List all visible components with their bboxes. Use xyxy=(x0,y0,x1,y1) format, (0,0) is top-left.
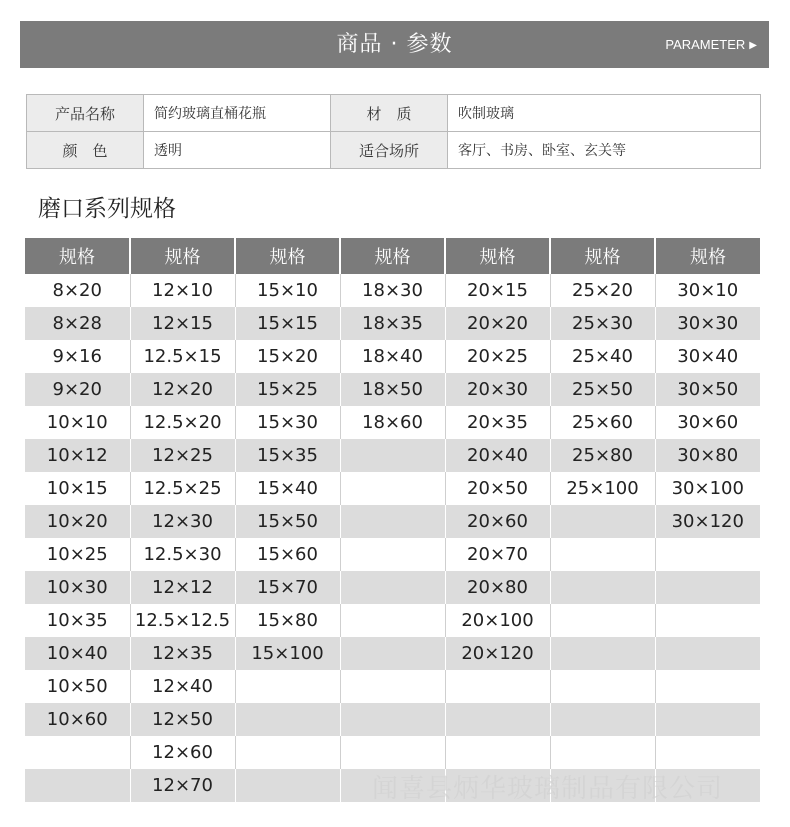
spec-cell: 15×40 xyxy=(235,472,340,505)
param-label: 产品名称 xyxy=(27,95,144,132)
spec-cell: 20×25 xyxy=(445,340,550,373)
spec-cell: 12×50 xyxy=(130,703,235,736)
spec-cell: 12×25 xyxy=(130,439,235,472)
spec-cell: 25×40 xyxy=(550,340,655,373)
spec-cell: 20×120 xyxy=(445,637,550,670)
spec-cell xyxy=(655,670,760,703)
spec-column-header: 规格 xyxy=(25,238,130,274)
spec-cell: 20×15 xyxy=(445,274,550,307)
spec-cell xyxy=(235,703,340,736)
spec-cell: 30×50 xyxy=(655,373,760,406)
spec-cell: 10×60 xyxy=(25,703,130,736)
spec-cell xyxy=(445,769,550,802)
spec-header-row xyxy=(25,238,760,274)
spec-cell: 15×100 xyxy=(235,637,340,670)
table-row xyxy=(25,373,760,406)
spec-cell: 18×40 xyxy=(340,340,445,373)
spec-cell xyxy=(235,736,340,769)
spec-cell: 25×80 xyxy=(550,439,655,472)
param-value: 吹制玻璃 xyxy=(448,95,761,132)
spec-cell: 30×120 xyxy=(655,505,760,538)
spec-cell xyxy=(340,703,445,736)
spec-cell xyxy=(445,703,550,736)
spec-cell: 12×35 xyxy=(130,637,235,670)
spec-cell xyxy=(340,637,445,670)
spec-cell xyxy=(655,703,760,736)
spec-cell xyxy=(445,670,550,703)
spec-cell: 20×20 xyxy=(445,307,550,340)
table-row xyxy=(25,307,760,340)
table-row xyxy=(25,637,760,670)
spec-cell xyxy=(655,604,760,637)
parameter-row xyxy=(27,95,761,132)
table-row xyxy=(25,505,760,538)
spec-cell xyxy=(235,670,340,703)
spec-cell xyxy=(550,736,655,769)
param-value: 简约玻璃直桶花瓶 xyxy=(144,95,331,132)
spec-column-header: 规格 xyxy=(655,238,760,274)
spec-cell xyxy=(340,670,445,703)
spec-cell: 12×12 xyxy=(130,571,235,604)
spec-cell: 18×30 xyxy=(340,274,445,307)
spec-cell: 20×40 xyxy=(445,439,550,472)
spec-cell: 15×80 xyxy=(235,604,340,637)
spec-cell: 30×30 xyxy=(655,307,760,340)
spec-cell xyxy=(550,571,655,604)
spec-cell: 10×25 xyxy=(25,538,130,571)
parameter-label: PARAMETER xyxy=(665,37,746,52)
spec-cell xyxy=(340,736,445,769)
param-value: 透明 xyxy=(144,132,331,169)
table-row xyxy=(25,340,760,373)
spec-cell xyxy=(25,769,130,802)
spec-cell xyxy=(550,670,655,703)
param-label: 适合场所 xyxy=(331,132,448,169)
spec-cell: 12.5×30 xyxy=(130,538,235,571)
header-bar xyxy=(20,21,769,68)
spec-cell: 15×60 xyxy=(235,538,340,571)
spec-cell: 15×25 xyxy=(235,373,340,406)
table-row xyxy=(25,472,760,505)
spec-cell: 20×80 xyxy=(445,571,550,604)
spec-cell: 8×20 xyxy=(25,274,130,307)
spec-cell xyxy=(550,604,655,637)
table-row xyxy=(25,571,760,604)
spec-cell: 10×15 xyxy=(25,472,130,505)
spec-cell: 10×12 xyxy=(25,439,130,472)
spec-table xyxy=(25,238,760,802)
spec-cell xyxy=(550,769,655,802)
spec-cell: 18×35 xyxy=(340,307,445,340)
table-row xyxy=(25,538,760,571)
spec-cell: 12.5×20 xyxy=(130,406,235,439)
watermark: 闻喜县炳华玻璃制品有限公司 xyxy=(372,774,724,804)
spec-cell: 18×50 xyxy=(340,373,445,406)
spec-cell xyxy=(235,769,340,802)
spec-column-header: 规格 xyxy=(550,238,655,274)
spec-cell xyxy=(25,736,130,769)
spec-cell: 15×70 xyxy=(235,571,340,604)
table-row xyxy=(25,769,760,802)
spec-cell: 30×10 xyxy=(655,274,760,307)
spec-cell: 20×100 xyxy=(445,604,550,637)
parameter-link[interactable] xyxy=(665,21,757,68)
spec-cell: 25×60 xyxy=(550,406,655,439)
spec-cell xyxy=(655,571,760,604)
spec-cell xyxy=(340,472,445,505)
spec-cell: 20×30 xyxy=(445,373,550,406)
spec-cell: 12×60 xyxy=(130,736,235,769)
spec-cell: 12×15 xyxy=(130,307,235,340)
spec-cell: 10×20 xyxy=(25,505,130,538)
spec-cell: 12.5×15 xyxy=(130,340,235,373)
spec-cell: 10×50 xyxy=(25,670,130,703)
spec-cell: 10×40 xyxy=(25,637,130,670)
spec-cell: 30×40 xyxy=(655,340,760,373)
spec-cell xyxy=(550,538,655,571)
spec-column-header: 规格 xyxy=(445,238,550,274)
table-row xyxy=(25,703,760,736)
spec-cell xyxy=(340,505,445,538)
spec-table-body xyxy=(25,274,760,802)
spec-cell: 30×60 xyxy=(655,406,760,439)
spec-column-header: 规格 xyxy=(340,238,445,274)
spec-cell: 12.5×12.5 xyxy=(130,604,235,637)
spec-cell: 12.5×25 xyxy=(130,472,235,505)
table-row xyxy=(25,274,760,307)
spec-cell xyxy=(655,538,760,571)
spec-cell: 15×10 xyxy=(235,274,340,307)
spec-cell: 25×50 xyxy=(550,373,655,406)
spec-cell: 15×30 xyxy=(235,406,340,439)
spec-cell: 9×16 xyxy=(25,340,130,373)
spec-cell: 12×70 xyxy=(130,769,235,802)
param-value: 客厅、书房、卧室、玄关等 xyxy=(448,132,761,169)
spec-cell: 9×20 xyxy=(25,373,130,406)
table-row xyxy=(25,670,760,703)
section-title: 磨口系列规格 xyxy=(38,196,176,222)
spec-cell xyxy=(550,637,655,670)
spec-cell xyxy=(340,571,445,604)
spec-cell: 15×15 xyxy=(235,307,340,340)
spec-cell: 25×30 xyxy=(550,307,655,340)
spec-cell: 12×20 xyxy=(130,373,235,406)
spec-cell: 15×50 xyxy=(235,505,340,538)
spec-column-header: 规格 xyxy=(235,238,340,274)
table-row xyxy=(25,604,760,637)
spec-cell: 20×50 xyxy=(445,472,550,505)
table-row xyxy=(25,439,760,472)
spec-cell xyxy=(340,604,445,637)
spec-cell: 12×40 xyxy=(130,670,235,703)
arrow-right-icon: ▶ xyxy=(749,40,757,51)
spec-cell: 25×100 xyxy=(550,472,655,505)
spec-cell xyxy=(445,736,550,769)
spec-cell xyxy=(550,505,655,538)
spec-cell: 8×28 xyxy=(25,307,130,340)
spec-cell: 10×30 xyxy=(25,571,130,604)
spec-cell xyxy=(655,637,760,670)
spec-cell: 30×80 xyxy=(655,439,760,472)
spec-cell: 15×20 xyxy=(235,340,340,373)
spec-cell: 20×60 xyxy=(445,505,550,538)
spec-cell: 12×30 xyxy=(130,505,235,538)
spec-cell: 10×10 xyxy=(25,406,130,439)
spec-cell xyxy=(340,538,445,571)
spec-column-header: 规格 xyxy=(130,238,235,274)
parameter-table xyxy=(26,94,761,169)
param-label: 材 质 xyxy=(331,95,448,132)
spec-cell xyxy=(340,769,445,802)
param-label: 颜 色 xyxy=(27,132,144,169)
spec-cell xyxy=(340,439,445,472)
spec-cell xyxy=(655,736,760,769)
spec-cell xyxy=(655,769,760,802)
spec-cell: 30×100 xyxy=(655,472,760,505)
spec-cell: 15×35 xyxy=(235,439,340,472)
spec-cell: 18×60 xyxy=(340,406,445,439)
header-title: 商品 · 参数 xyxy=(336,32,453,57)
parameter-row xyxy=(27,132,761,169)
spec-cell: 25×20 xyxy=(550,274,655,307)
spec-cell: 12×10 xyxy=(130,274,235,307)
table-row xyxy=(25,736,760,769)
spec-cell: 10×35 xyxy=(25,604,130,637)
spec-cell xyxy=(550,703,655,736)
spec-cell: 20×70 xyxy=(445,538,550,571)
spec-cell: 20×35 xyxy=(445,406,550,439)
table-row xyxy=(25,406,760,439)
